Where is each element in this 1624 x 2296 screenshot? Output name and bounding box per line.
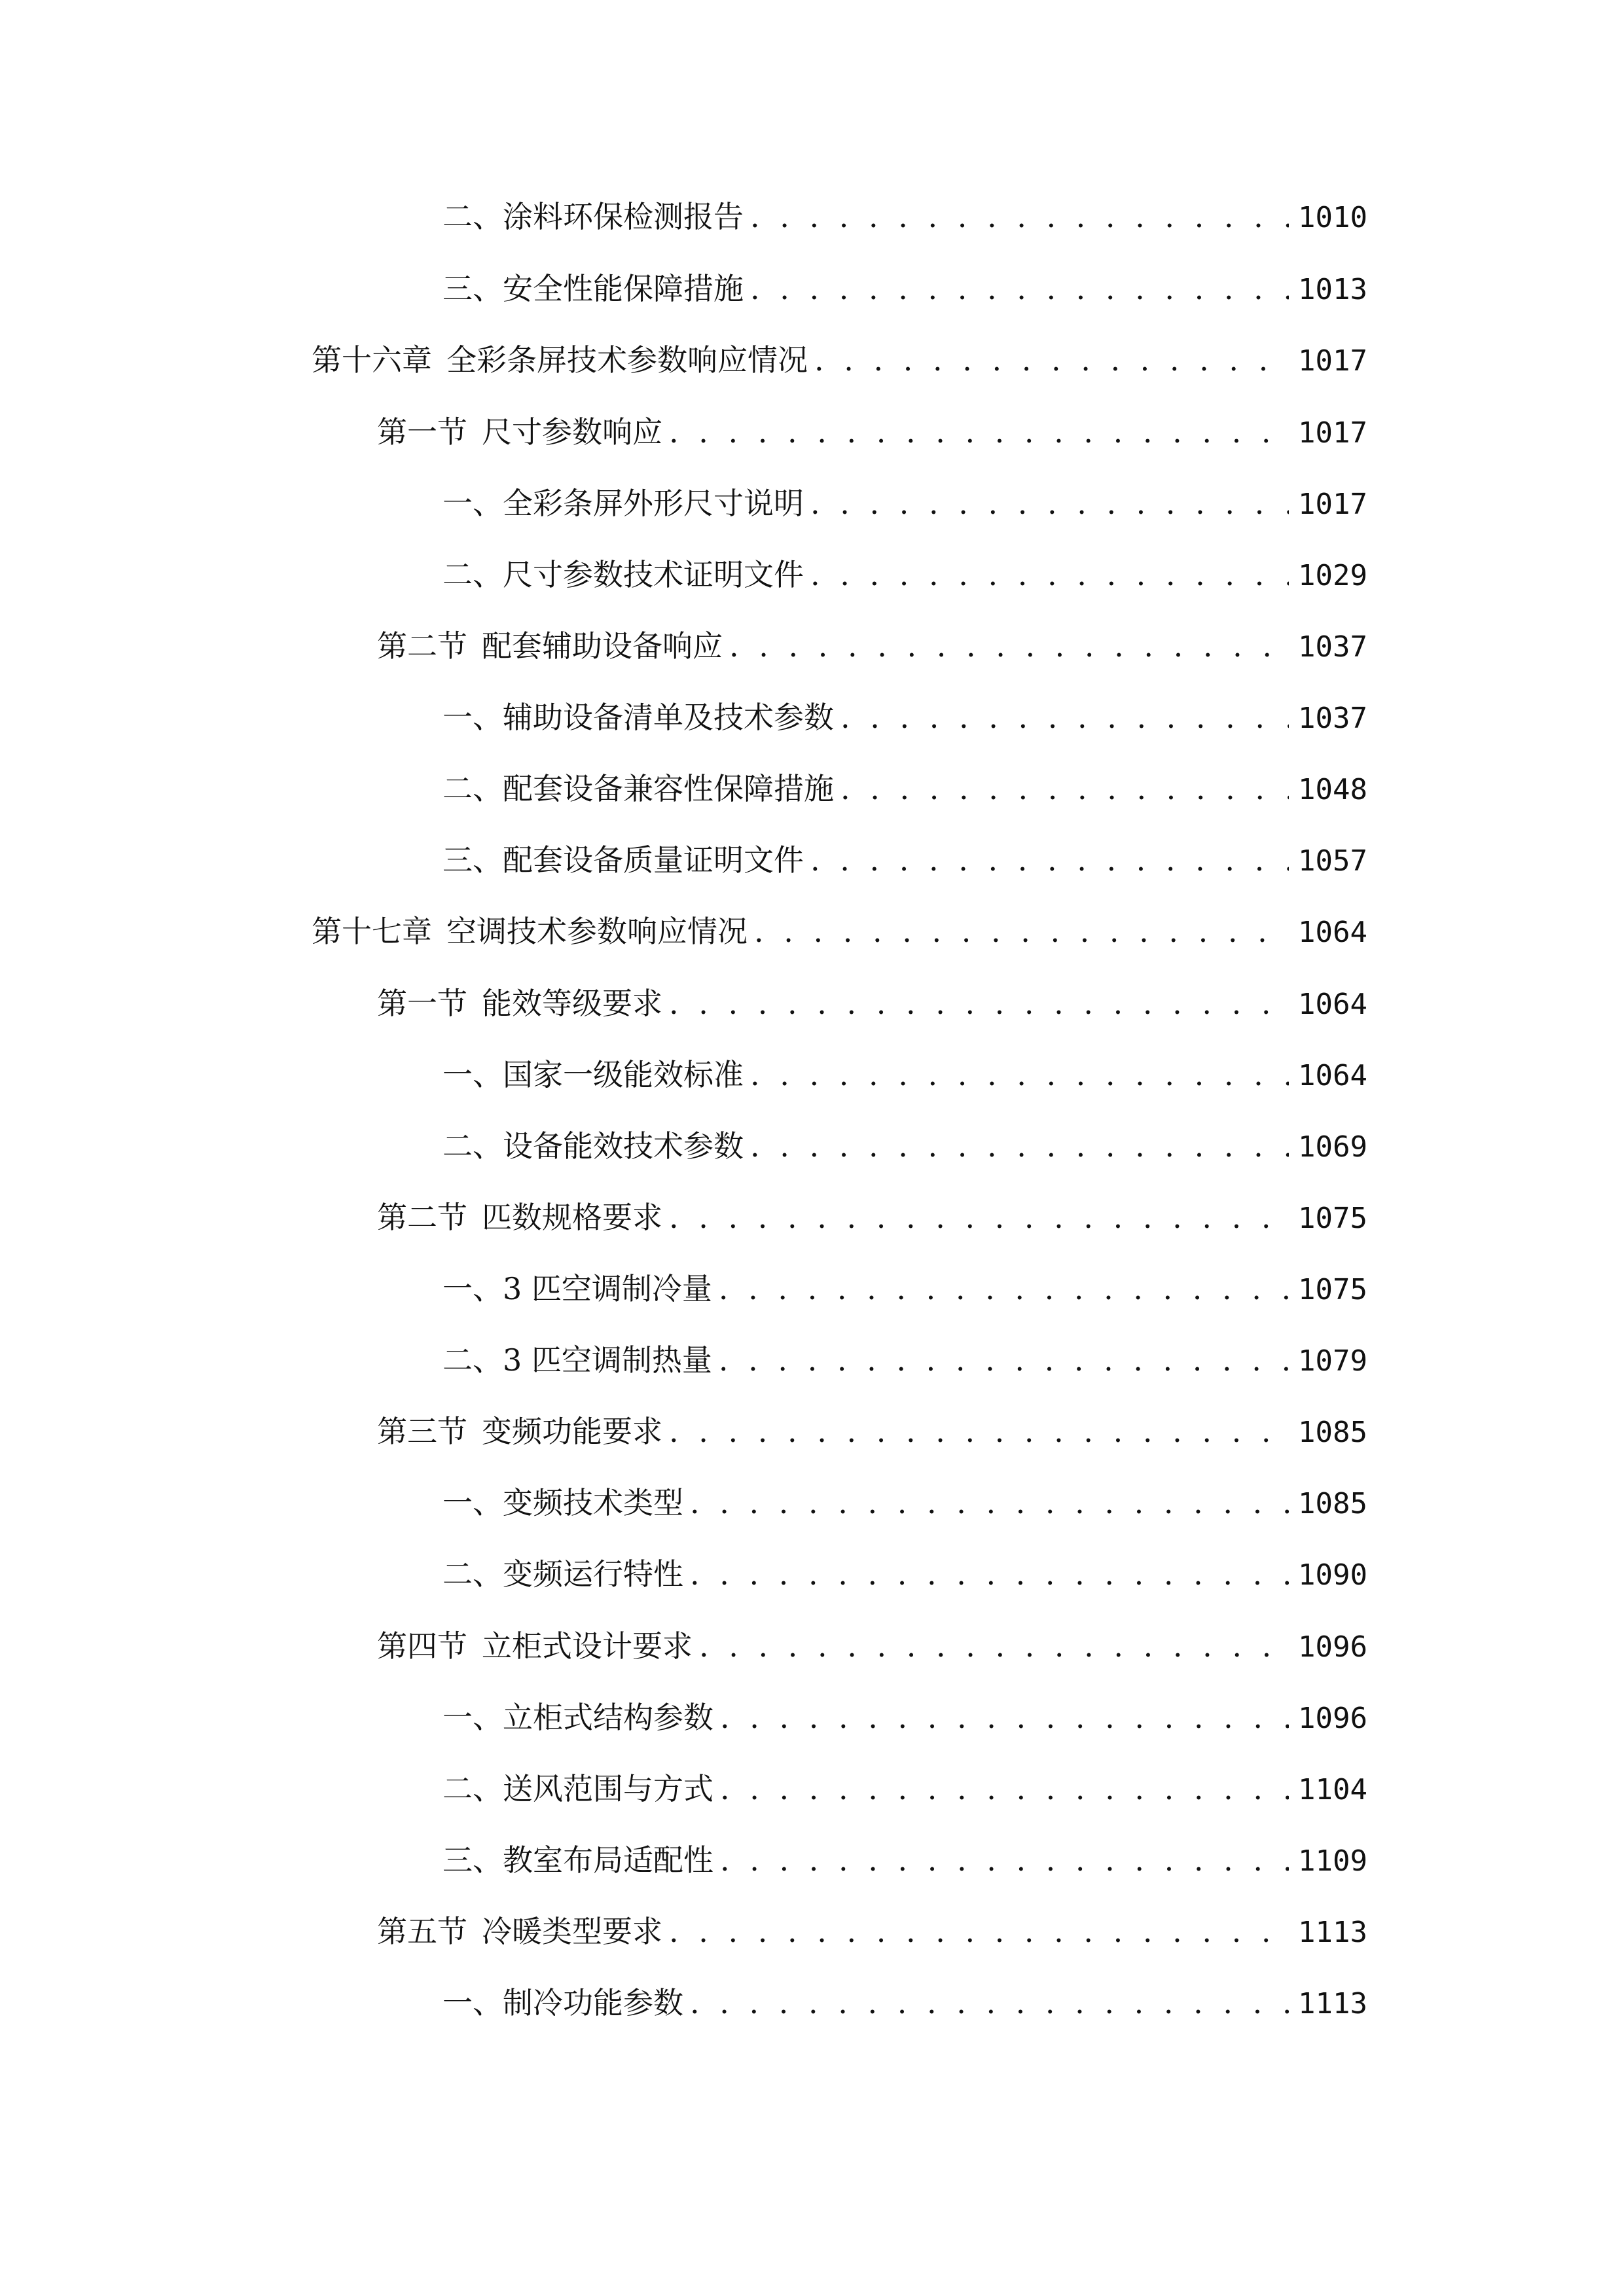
entry-title: 安全性能保障措施 — [503, 271, 744, 306]
entry-number: 一、 — [442, 486, 503, 521]
page-number: 1104 — [1298, 1773, 1367, 1806]
entry-number: 二、 — [442, 1128, 503, 1164]
toc-entry[interactable] — [442, 762, 1367, 815]
section-title: 变频功能要求 — [482, 1414, 662, 1449]
entry-title: 立柜式结构参数 — [503, 1700, 713, 1735]
page-number: 1048 — [1298, 773, 1367, 806]
toc-section[interactable] — [377, 977, 1367, 1030]
dot-leader — [750, 1120, 1289, 1172]
dot-leader — [810, 834, 1289, 886]
toc-entry[interactable] — [442, 1120, 1367, 1172]
dot-leader — [720, 1691, 1289, 1744]
entry-number: 一、 — [442, 1985, 503, 2020]
section-number: 第二节 — [377, 1200, 467, 1235]
section-number: 第三节 — [377, 1414, 467, 1449]
entry-title: 尺寸参数技术证明文件 — [503, 557, 804, 592]
toc-entry[interactable] — [442, 548, 1367, 601]
dot-leader — [669, 1191, 1289, 1244]
section-title: 冷暖类型要求 — [482, 1914, 662, 1949]
toc-entry[interactable] — [442, 477, 1367, 529]
entry-title: 涂料环保检测报告 — [503, 199, 744, 234]
page-number: 1113 — [1298, 1916, 1367, 1949]
section-title: 配套辅助设备响应 — [482, 628, 723, 664]
toc-entry[interactable] — [442, 262, 1367, 315]
toc-chapter[interactable] — [312, 905, 1367, 958]
entry-title: 制冷功能参数 — [503, 1985, 683, 2020]
page-number: 1064 — [1298, 988, 1367, 1021]
page-number: 1010 — [1298, 201, 1367, 234]
chapter-number: 第十七章 — [312, 914, 432, 949]
dot-leader — [729, 620, 1289, 672]
entry-title: 3 匹空调制热量 — [503, 1342, 712, 1378]
page-number: 1037 — [1298, 702, 1367, 735]
toc-entry[interactable] — [442, 1049, 1367, 1101]
page-number: 1057 — [1298, 844, 1367, 878]
page-number: 1017 — [1298, 416, 1367, 450]
entry-number: 一、 — [442, 700, 503, 735]
entry-number: 二、 — [442, 1342, 503, 1378]
dot-leader — [840, 762, 1289, 815]
section-number: 第二节 — [377, 628, 467, 664]
entry-number: 三、 — [442, 271, 503, 306]
section-number: 第四节 — [377, 1628, 467, 1664]
section-title: 立柜式设计要求 — [482, 1628, 693, 1664]
page-number: 1013 — [1298, 273, 1367, 306]
dot-leader — [669, 406, 1289, 458]
page-number: 1109 — [1298, 1844, 1367, 1878]
dot-leader — [810, 548, 1289, 601]
entry-title: 3 匹空调制冷量 — [503, 1271, 712, 1306]
entry-title: 设备能效技术参数 — [503, 1128, 744, 1164]
section-number: 第一节 — [377, 414, 467, 450]
page-number: 1085 — [1298, 1487, 1367, 1520]
toc-entry[interactable] — [442, 1334, 1367, 1386]
section-title: 尺寸参数响应 — [482, 414, 662, 450]
entry-number: 二、 — [442, 557, 503, 592]
dot-leader — [750, 190, 1289, 243]
entry-title: 全彩条屏外形尺寸说明 — [503, 486, 804, 521]
toc-entry[interactable] — [442, 691, 1367, 744]
dot-leader — [690, 1477, 1289, 1529]
toc-section[interactable] — [377, 620, 1367, 672]
dot-leader — [750, 1049, 1289, 1101]
page-number: 1096 — [1298, 1630, 1367, 1664]
page-number: 1069 — [1298, 1130, 1367, 1164]
toc-section[interactable] — [377, 1620, 1367, 1672]
chapter-title: 全彩条屏技术参数响应情况 — [446, 342, 808, 378]
page-number: 1090 — [1298, 1558, 1367, 1592]
page-number: 1075 — [1298, 1273, 1367, 1306]
page-number: 1075 — [1298, 1202, 1367, 1235]
page-number: 1096 — [1298, 1702, 1367, 1735]
dot-leader — [669, 1905, 1289, 1958]
toc-entry[interactable] — [442, 834, 1367, 886]
dot-leader — [669, 977, 1289, 1030]
page-number: 1064 — [1298, 916, 1367, 949]
toc-section[interactable] — [377, 1905, 1367, 1958]
dot-leader — [840, 691, 1289, 744]
dot-leader — [750, 262, 1289, 315]
section-title: 能效等级要求 — [482, 986, 662, 1021]
entry-title: 国家一级能效标准 — [503, 1057, 744, 1092]
toc-chapter[interactable] — [312, 334, 1367, 386]
toc-section[interactable] — [377, 1405, 1367, 1458]
entry-number: 三、 — [442, 1842, 503, 1878]
page-number: 1017 — [1298, 488, 1367, 521]
toc-entry[interactable] — [442, 1548, 1367, 1600]
section-number: 第五节 — [377, 1914, 467, 1949]
page-number: 1037 — [1298, 630, 1367, 664]
entry-number: 二、 — [442, 1556, 503, 1592]
toc-entry[interactable] — [442, 1834, 1367, 1886]
toc-entry[interactable] — [442, 1477, 1367, 1529]
entry-title: 辅助设备清单及技术参数 — [503, 700, 834, 735]
page-number: 1113 — [1298, 1987, 1367, 2020]
entry-number: 三、 — [442, 842, 503, 878]
dot-leader — [814, 334, 1289, 386]
entry-number: 一、 — [442, 1485, 503, 1520]
dot-leader — [719, 1334, 1289, 1386]
toc-entry[interactable] — [442, 1763, 1367, 1815]
entry-number: 一、 — [442, 1271, 503, 1306]
dot-leader — [699, 1620, 1289, 1672]
entry-title: 变频运行特性 — [503, 1556, 683, 1592]
entry-number: 二、 — [442, 199, 503, 234]
dot-leader — [719, 1263, 1289, 1315]
page-number: 1029 — [1298, 559, 1367, 592]
dot-leader — [810, 477, 1289, 529]
toc-section[interactable] — [377, 406, 1367, 458]
section-number: 第一节 — [377, 986, 467, 1021]
toc-entry[interactable] — [442, 190, 1367, 243]
entry-title: 送风范围与方式 — [503, 1771, 713, 1806]
dot-leader — [720, 1763, 1289, 1815]
entry-number: 二、 — [442, 771, 503, 806]
entry-title: 变频技术类型 — [503, 1485, 683, 1520]
entry-title: 教室布局适配性 — [503, 1842, 713, 1878]
dot-leader — [754, 905, 1289, 958]
dot-leader — [690, 1977, 1289, 2029]
toc-entry[interactable] — [442, 1977, 1367, 2029]
page-number: 1079 — [1298, 1344, 1367, 1378]
dot-leader — [690, 1548, 1289, 1600]
entry-title: 配套设备兼容性保障措施 — [503, 771, 834, 806]
chapter-number: 第十六章 — [312, 342, 432, 378]
dot-leader — [669, 1405, 1289, 1458]
dot-leader — [720, 1834, 1289, 1886]
toc-entry[interactable] — [442, 1691, 1367, 1744]
entry-number: 一、 — [442, 1700, 503, 1735]
entry-number: 一、 — [442, 1057, 503, 1092]
entry-title: 配套设备质量证明文件 — [503, 842, 804, 878]
page-number: 1085 — [1298, 1416, 1367, 1449]
chapter-title: 空调技术参数响应情况 — [446, 914, 748, 949]
section-title: 匹数规格要求 — [482, 1200, 662, 1235]
page-number: 1017 — [1298, 344, 1367, 378]
page-number: 1064 — [1298, 1059, 1367, 1092]
toc-entry[interactable] — [442, 1263, 1367, 1315]
toc-section[interactable] — [377, 1191, 1367, 1244]
entry-number: 二、 — [442, 1771, 503, 1806]
